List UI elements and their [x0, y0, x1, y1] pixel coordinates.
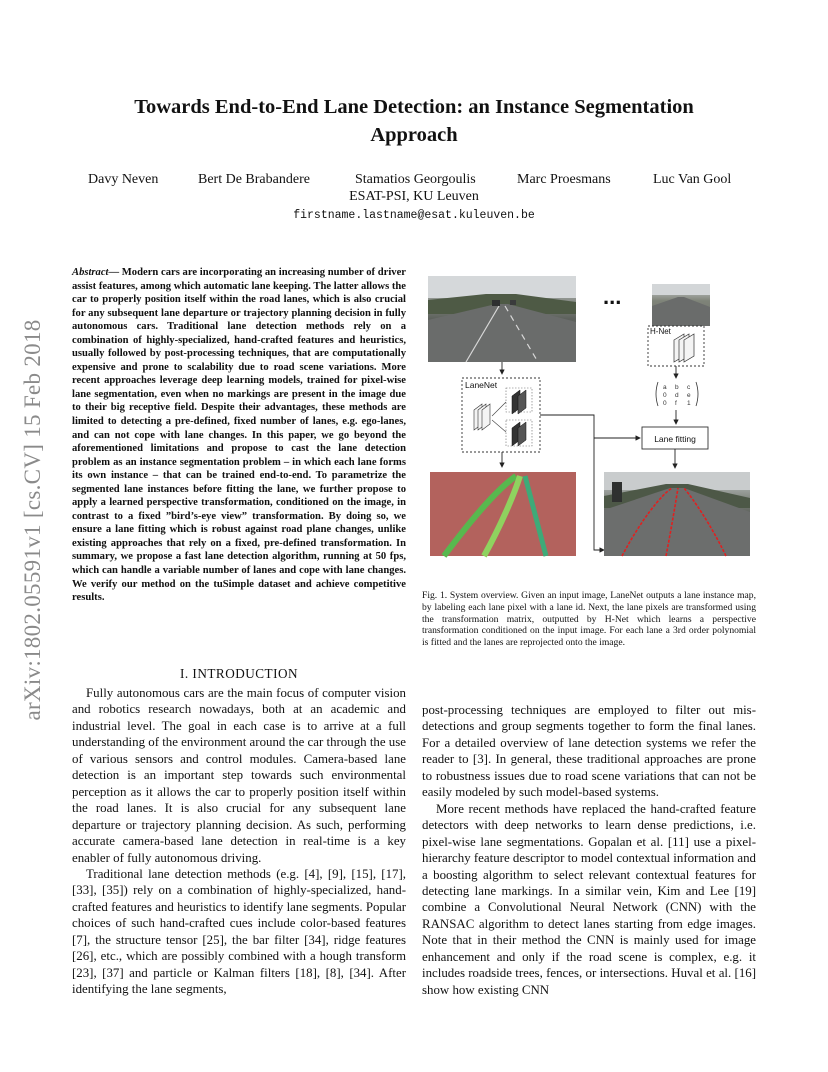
small-road-image [652, 284, 710, 326]
intro-right-column [422, 702, 756, 998]
matrix-cell: 0 [663, 400, 667, 407]
lane-instance-map [430, 472, 576, 556]
ellipsis-text: ... [603, 284, 622, 309]
figure-1 [426, 270, 756, 575]
input-road-image [428, 276, 576, 362]
output-road-image [604, 472, 750, 556]
intro-paragraph-4: More recent methods have replaced the hand-crafted feature detectors with deep networks to learn dense predictions, i.e. pixel-wise lane segmentations. Gopalan et al. [11] use a pixel-hierarchy feature descriptor to model contextual information and a boosting algorithm to select relevant contextual features for detecting lane markings. In a similar vein, Kim and Lee [19] combine a Convolutional Neural Network (CNN) with the RANSAC algorithm to detect lanes starting from edge images. Note that in their method the CNN is mainly used for image enhancement and only if the road scene is complex, e.g. it includes roadside trees, fences, or intersections. Huval et al. [16] show how existing CNN [422, 801, 756, 997]
intro-paragraph-3: post-processing techniques are employed to filter out mis-detections and group segments together to form the final lanes. For a detailed overview of lane detection systems we refer the reader to [3]. In general, these traditional approaches are prone to robustness issues due to road scene variations that can not be easily modeled by such model-based systems. [422, 703, 756, 800]
abstract [72, 266, 406, 605]
hnet-label: H-Net [650, 327, 671, 336]
title-line-2: Approach [370, 124, 458, 146]
matrix-cell: e [687, 392, 691, 399]
author-4: Marc Proesmans [517, 172, 611, 187]
intro-paragraph-1: Fully autonomous cars are the main focus of computer vision and robotics research nowadays, both at an academic and industrial level. The goal in each case is to arrive at a full understanding of the environment around the car through the use of various sensors and control modules. Camera-based lane detection is an important step towards such environmental perception as it allows the car to properly position itself within the road lanes. It is also crucial for any subsequent lane departure or trajectory planning decision. As such, performing accurate camera-based lane detection in real-time is a key enabler of fully autonomous driving. [72, 686, 406, 865]
author-2: Bert De Brabandere [198, 172, 310, 187]
arxiv-sidebar [18, 285, 48, 755]
paper-title [40, 93, 788, 149]
title-line-1: Towards End-to-End Lane Detection: an Instance Segmentation [134, 96, 694, 118]
abstract-label: Abstract [72, 267, 109, 278]
author-1: Davy Neven [88, 172, 159, 187]
matrix-cell: d [675, 392, 679, 399]
system-overview-diagram [426, 270, 756, 575]
lanenet-label: LaneNet [465, 380, 498, 390]
hnet-layers-icon [674, 334, 694, 362]
transformation-matrix [656, 382, 698, 407]
matrix-cell: b [675, 384, 679, 391]
section-heading-introduction: I. INTRODUCTION [179, 666, 299, 681]
matrix-cell: c [687, 384, 691, 391]
matrix-cell: a [663, 384, 667, 391]
author-5: Luc Van Gool [653, 172, 732, 187]
matrix-cell: 0 [663, 392, 667, 399]
affiliation: ESAT-PSI, KU Leuven [349, 189, 479, 204]
author-email: firstname.lastname@esat.kuleuven.be [293, 209, 535, 222]
abstract-text: — Modern cars are incorporating an increasing number of driver assist features, among which automatic lane keeping. The latter allows the car to properly position itself within the road lanes, which is also crucial for any subsequent lane departure or trajectory planning decision in fully autonomous cars. Traditional lane detection methods rely on a combination of highly-specialized, hand-crafted features and heuristics, usually followed by post-processing techniques, that are computationally expensive and prone to scalability due to road scene variations. More recent approaches leverage deep learning models, trained for pixel-wise lane segmentation, even when no markings are present in the image due to their big receptive field. Despite their advantages, these methods are limited to detecting a pre-defined, fixed number of lanes, e.g. ego-lanes, and can not cope with lane changes. In this paper, we go beyond the aforementioned limitations and propose to cast the lane detection problem as an instance segmentation problem – in which each lane forms its own instance – that can be trained end-to-end. To parametrize the segmented lane instances before fitting the lane, we further propose to apply a learned perspective transformation, conditioned on the image, in contrast to a fixed ”bird’s-eye view” transformation. By doing so, we ensure a lane fitting which is robust against road plane changes, unlike existing approaches that rely on a fixed, pre-defined transformation. In summary, we propose a fast lane detection algorithm, running at 50 fps, which can handle a variable number of lanes and cope with lane changes. We verify our method on the tuSimple dataset and achieve competitive results. [72, 267, 406, 604]
intro-paragraph-2: Traditional lane detection methods (e.g. [4], [9], [15], [17], [33], [35]) rely on a combination of highly-specialized, hand-crafted features and heuristics to identify lane segments. Popular choices of such hand-crafted cues include color-based features [7], the structure tensor [25], the bar filter [34], ridge features [26], etc., which are possibly combined with a hough transform [23], [37] and particle or Kalman filters [18], [8], [34]. After identifying the lane segments, [72, 866, 406, 997]
lane-fitting-label: Lane fitting [654, 434, 696, 444]
lanenet-decoder-icons [492, 388, 532, 446]
lanenet-encoder-icon [474, 404, 490, 430]
matrix-cell: 1 [687, 400, 691, 407]
matrix-cell: f [675, 400, 677, 407]
arxiv-stamp: arXiv:1802.05591v1 [cs.CV] 15 Feb 2018 [20, 319, 45, 721]
intro-left-column [72, 685, 406, 998]
author-3: Stamatios Georgoulis [355, 172, 476, 187]
figure-1-caption: Fig. 1. System overview. Given an input image, LaneNet outputs a lane instance map, by labeling each lane pixel with a lane id. Next, the lane pixels are transformed using the transformation matrix, outputted by H-Net which learns a perspective transformation conditioned on the input image. For each lane a 3rd order polynomial is fitted and the lanes are reprojected onto the image. [422, 590, 756, 649]
